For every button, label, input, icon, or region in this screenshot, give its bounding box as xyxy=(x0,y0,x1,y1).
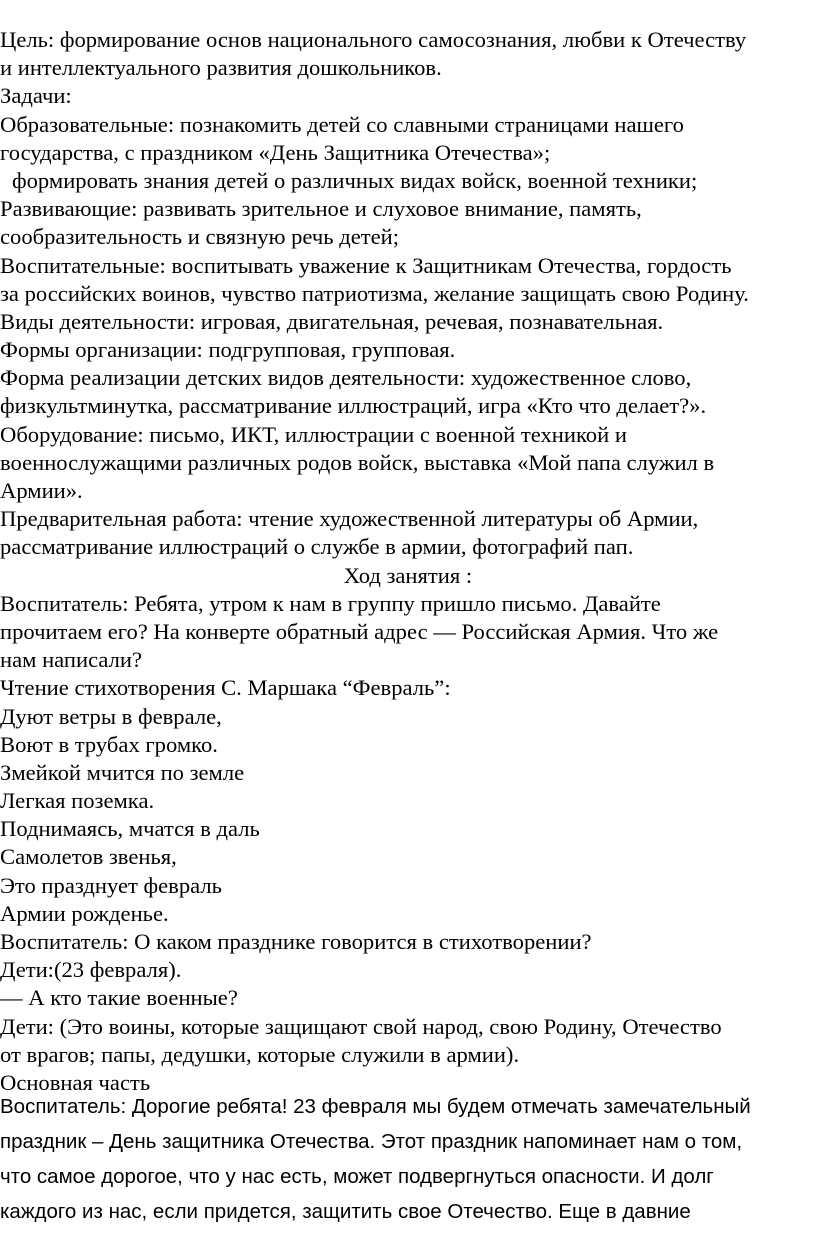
text-line: Воспитатель: Дорогие ребята! 23 февраля мы будем отмечать замечательный xyxy=(0,1095,751,1118)
text-line: за российских воинов, чувство патриотизма, желание защищать свою Родину. xyxy=(0,280,749,306)
document-body-continued xyxy=(0,1089,816,1229)
text-line: и интеллектуального развития дошкольников. xyxy=(0,55,442,81)
poem-line: Это празднует февраль xyxy=(0,872,222,898)
text-line: что самое дорогое, что у нас есть, может подвергнуться опасности. И долг xyxy=(0,1165,714,1188)
text-line: Формы организации: подгрупповая, групповая. xyxy=(0,337,456,363)
poem-line: Дуют ветры в феврале, xyxy=(0,703,222,729)
text-line: — А кто такие военные? xyxy=(0,985,238,1011)
text-line: Дети: (Это воины, которые защищают свой народ, свою Родину, Отечество xyxy=(0,1013,722,1039)
poem-line: Змейкой мчится по земле xyxy=(0,759,245,785)
text-line: военнослужащими различных родов войск, выставка «Мой папа служил в xyxy=(0,449,715,475)
text-line: Цель: формирование основ национального самосознания, любви к Отечеству xyxy=(0,27,747,52)
text-line: прочитаем его? На конверте обратный адрес — Российская Армия. Что же xyxy=(0,618,719,644)
poem-line: Поднимаясь, мчатся в даль xyxy=(0,816,260,842)
poem-line: Армии рожденье. xyxy=(0,900,169,926)
poem-line: Самолетов звенья, xyxy=(0,844,177,870)
text-line: Оборудование: письмо, ИКТ, иллюстрации с военной техникой и xyxy=(0,421,627,447)
text-line: Чтение стихотворения С. Маршака “Февраль”: xyxy=(0,675,451,701)
text-line: физкультминутка, рассматривание иллюстраций, игра «Кто что делает?». xyxy=(0,393,707,419)
text-line: от врагов; папы, дедушки, которые служили в армии). xyxy=(0,1041,520,1067)
document-body xyxy=(0,26,816,1097)
poem-line: Воют в трубах громко. xyxy=(0,731,218,757)
text-line: Воспитательные: воспитывать уважение к Защитникам Отечества, гордость xyxy=(0,252,732,278)
text-line: Задачи: xyxy=(0,83,72,109)
text-line: формировать знания детей о различных видах войск, военной техники; xyxy=(12,167,698,193)
text-line: сообразительность и связную речь детей; xyxy=(0,224,399,250)
text-line: Предварительная работа: чтение художественной литературы об Армии, xyxy=(0,506,699,532)
text-line: праздник – День защитника Отечества. Этот праздник напоминает нам о том, xyxy=(0,1130,743,1153)
section-heading: Ход занятия : xyxy=(343,562,473,588)
text-line: Развивающие: развивать зрительное и слуховое внимание, память, xyxy=(0,196,642,222)
text-line: Образовательные: познакомить детей со славными страницами нашего xyxy=(0,111,684,137)
text-line: Виды деятельности: игровая, двигательная, речевая, познавательная. xyxy=(0,308,664,334)
text-line: нам написали? xyxy=(0,647,142,673)
section-heading: Основная часть xyxy=(0,1069,151,1095)
poem-line: Легкая поземка. xyxy=(0,788,155,814)
text-line: рассматривание иллюстраций о службе в армии, фотографий пап. xyxy=(0,534,634,560)
text-line: Армии». xyxy=(0,478,83,503)
text-line: Воспитатель: О каком празднике говорится в стихотворении? xyxy=(0,929,592,954)
text-line: Форма реализации детских видов деятельности: художественное слово, xyxy=(0,365,692,391)
text-line: Дети:(23 февраля). xyxy=(0,957,182,983)
text-line: государства, с праздником «День Защитника Отечества»; xyxy=(0,139,551,165)
text-line: каждого из нас, если придется, защитить свое Отечество. Еще в давние xyxy=(0,1200,691,1223)
text-line: Воспитатель: Ребята, утром к нам в группу пришло письмо. Давайте xyxy=(0,590,661,616)
